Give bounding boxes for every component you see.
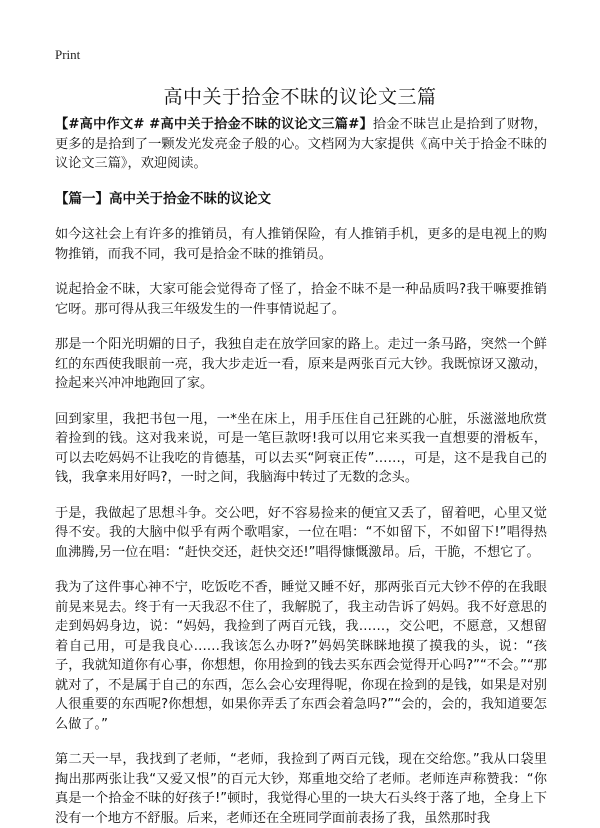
intro-tag: 【#高中作文# #高中关于拾金不昧的议论文三篇#】 — [55, 117, 373, 132]
body-paragraph-3: 那是一个阳光明媚的日子，我独自走在放学回家的路上。走过一条马路，突然一个鲜红的东西使我眼前一亮，我大步走近一看，原来是两张百元大钞。我既惊讶又激动，捡起来兴冲冲地跑回了家。 — [55, 337, 547, 391]
intro-text: 拾金不昧岂止是拾到了财物，更多的是拾到了一颗发光发亮金子般的心。文档网为大家提供《高中关于拾金不昧的议论文三篇》，欢迎阅读。 — [55, 117, 547, 171]
article-body — [55, 115, 547, 828]
body-paragraph-5: 于是，我做起了思想斗争。交公吧，好不容易捡来的便宜又丢了，留着吧，心里又觉得不安。我的大脑中似乎有两个歌唱家，一位在唱：“不如留下，不如留下!”唱得热血沸腾,另一位在唱：“赶快交还，赶快交还!”唱得慷慨激昂。后，干脆，不想它了。 — [55, 505, 547, 560]
section-heading: 【篇一】高中关于拾金不昧的议论文 — [55, 190, 271, 207]
body-paragraph-2: 说起拾金不昧，大家可能会觉得奇了怪了，拾金不昧不是一种品质吗?我干嘛要推销它呀。那可得从我三年级发生的一件事情说起了。 — [55, 282, 547, 317]
print-link[interactable]: Print — [55, 47, 81, 62]
body-paragraph-4: 回到家里，我把书包一甩，一*坐在床上，用手压住自己狂跳的心脏，乐滋滋地欣赏着捡到的钱。这对我来说，可是一笔巨款呀!我可以用它来买我一直想要的滑板车，可以去吃妈妈不让我吃的肯德基，可以去买“阿衰正传”……，可是，这不是我自己的钱，我拿来用好吗?，一时之间，我脑海中转过了无数的念头。 — [55, 411, 547, 485]
body-paragraph-6: 我为了这件事心神不宁，吃饭吃不香，睡觉又睡不好，那两张百元大钞不停的在我眼前晃来晃去。终于有一天我忍不住了，我解脱了，我主动告诉了妈妈。我不好意思的走到妈妈身边，说：“妈妈，我捡到了两百元钱，我……，交公吧，不愿意，又想留着自己用，可是我良心……我该怎么办呀?”妈妈笑眯眯地摸了摸我的头，说：“孩子，我就知道你有心事，你想想，你用捡到的钱去买东西会觉得开心吗?”“不会。”“那就对了，不是属于自己的东西，怎么会心安理得呢，你现在捡到的是钱，如果是对别人很重要的东西呢?你想想，如果你弄丢了东西会着急吗?”“会的，会的，我知道要怎么做了。” — [55, 580, 547, 732]
body-paragraph-1: 如今这社会上有许多的推销员，有人推销保险，有人推销手机，更多的是电视上的购物推销，而我不同，我可是拾金不昧的推销员。 — [55, 227, 547, 262]
body-paragraph-7: 第二天一早，我找到了老师，“老师，我捡到了两百元钱，现在交给您。”我从口袋里掏出那两张让我“又爱又恨”的百元大钞，郑重地交给了老师。老师连声称赞我：“你真是一个拾金不昧的好孩子!”顿时，我觉得心里的一块大石头终于落了地，全身上下没有一个地方不舒服。后来，老师还在全班同学面前表扬了我，虽然那时我 — [55, 752, 547, 826]
page-title: 高中关于拾金不昧的议论文三篇 — [163, 86, 437, 108]
intro-paragraph — [55, 115, 547, 174]
